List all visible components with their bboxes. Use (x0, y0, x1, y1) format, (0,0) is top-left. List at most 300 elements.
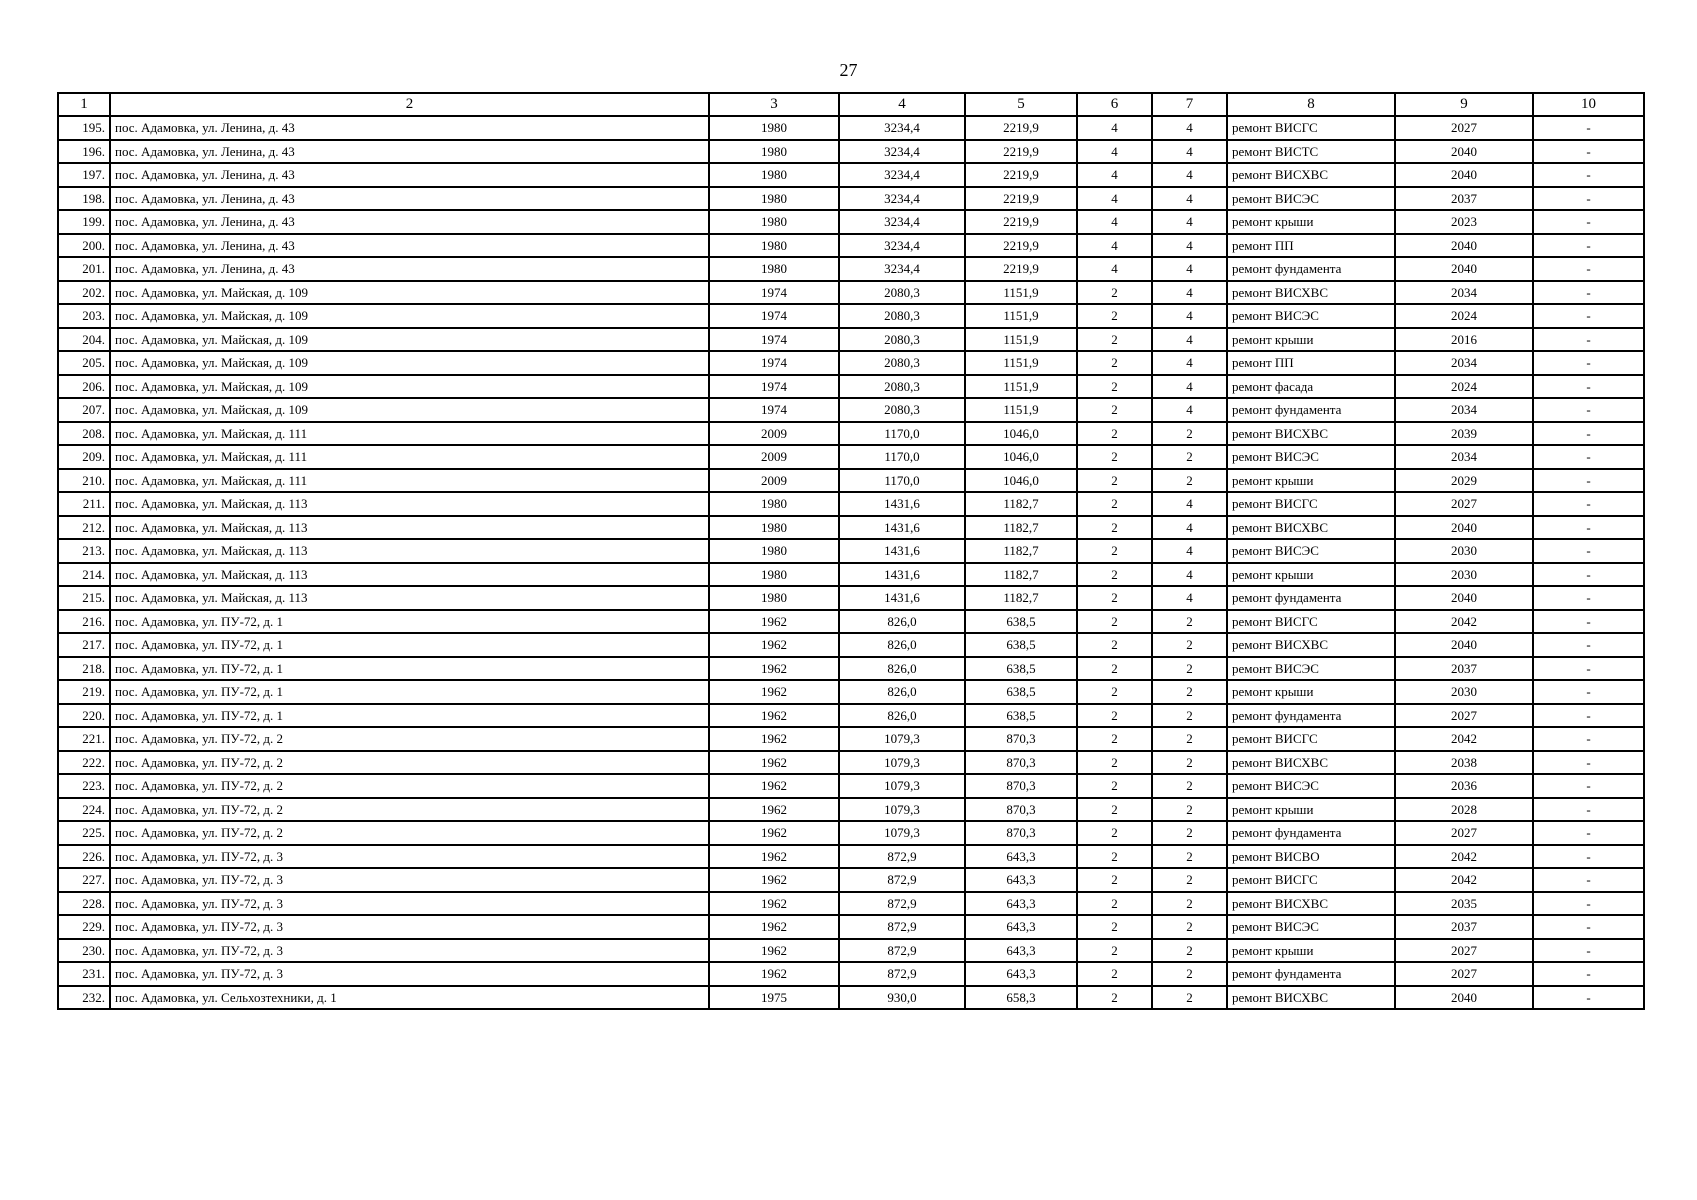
remark-cell: - (1533, 140, 1644, 164)
table-row (58, 116, 1644, 140)
year-built-cell: 1980 (709, 163, 839, 187)
total-area-cell: 2080,3 (839, 398, 965, 422)
entrances-cell: 2 (1152, 939, 1227, 963)
row-number-cell: 226. (58, 845, 110, 869)
address-cell: пос. Адамовка, ул. Ленина, д. 43 (110, 116, 709, 140)
total-area-cell: 3234,4 (839, 140, 965, 164)
floors-cell: 4 (1077, 210, 1152, 234)
year-built-cell: 1980 (709, 116, 839, 140)
total-area-cell: 1079,3 (839, 727, 965, 751)
total-area-cell: 872,9 (839, 962, 965, 986)
living-area-cell: 1182,7 (965, 586, 1077, 610)
planned-year-cell: 2034 (1395, 281, 1533, 305)
table-row (58, 234, 1644, 258)
floors-cell: 2 (1077, 516, 1152, 540)
repair-type-cell: ремонт фундамента (1227, 398, 1395, 422)
repair-type-cell: ремонт ПП (1227, 351, 1395, 375)
table-row (58, 375, 1644, 399)
planned-year-cell: 2027 (1395, 704, 1533, 728)
row-number-cell: 209. (58, 445, 110, 469)
address-cell: пос. Адамовка, ул. ПУ-72, д. 1 (110, 633, 709, 657)
entrances-cell: 4 (1152, 281, 1227, 305)
table-row (58, 445, 1644, 469)
repair-type-cell: ремонт фундамента (1227, 962, 1395, 986)
row-number-cell: 198. (58, 187, 110, 211)
table-row (58, 492, 1644, 516)
address-cell: пос. Адамовка, ул. ПУ-72, д. 2 (110, 751, 709, 775)
remark-cell: - (1533, 492, 1644, 516)
address-cell: пос. Адамовка, ул. Майская, д. 113 (110, 492, 709, 516)
remark-cell: - (1533, 210, 1644, 234)
floors-cell: 4 (1077, 140, 1152, 164)
floors-cell: 2 (1077, 680, 1152, 704)
row-number-cell: 211. (58, 492, 110, 516)
repair-type-cell: ремонт ВИСЭС (1227, 304, 1395, 328)
total-area-cell: 1079,3 (839, 751, 965, 775)
table-row (58, 304, 1644, 328)
remark-cell: - (1533, 727, 1644, 751)
address-cell: пос. Адамовка, ул. Ленина, д. 43 (110, 210, 709, 234)
year-built-cell: 1980 (709, 563, 839, 587)
planned-year-cell: 2028 (1395, 798, 1533, 822)
remark-cell: - (1533, 539, 1644, 563)
planned-year-cell: 2040 (1395, 163, 1533, 187)
entrances-cell: 4 (1152, 257, 1227, 281)
address-cell: пос. Адамовка, ул. Ленина, д. 43 (110, 187, 709, 211)
remark-cell: - (1533, 774, 1644, 798)
planned-year-cell: 2034 (1395, 445, 1533, 469)
year-built-cell: 1962 (709, 845, 839, 869)
repair-type-cell: ремонт фундамента (1227, 586, 1395, 610)
living-area-cell: 2219,9 (965, 257, 1077, 281)
entrances-cell: 4 (1152, 398, 1227, 422)
repair-type-cell: ремонт ВИСГС (1227, 868, 1395, 892)
row-number-cell: 216. (58, 610, 110, 634)
row-number-cell: 200. (58, 234, 110, 258)
total-area-cell: 872,9 (839, 868, 965, 892)
remark-cell: - (1533, 915, 1644, 939)
column-header: 2 (110, 93, 709, 116)
floors-cell: 2 (1077, 633, 1152, 657)
floors-cell: 2 (1077, 798, 1152, 822)
entrances-cell: 2 (1152, 422, 1227, 446)
entrances-cell: 4 (1152, 187, 1227, 211)
floors-cell: 4 (1077, 116, 1152, 140)
remark-cell: - (1533, 375, 1644, 399)
address-cell: пос. Адамовка, ул. ПУ-72, д. 1 (110, 704, 709, 728)
repair-type-cell: ремонт ВИСГС (1227, 610, 1395, 634)
table-row (58, 798, 1644, 822)
entrances-cell: 4 (1152, 516, 1227, 540)
floors-cell: 2 (1077, 422, 1152, 446)
floors-cell: 2 (1077, 445, 1152, 469)
entrances-cell: 4 (1152, 586, 1227, 610)
living-area-cell: 1151,9 (965, 304, 1077, 328)
table-row (58, 539, 1644, 563)
table-row (58, 821, 1644, 845)
column-header: 7 (1152, 93, 1227, 116)
address-cell: пос. Адамовка, ул. ПУ-72, д. 3 (110, 845, 709, 869)
floors-cell: 2 (1077, 751, 1152, 775)
address-cell: пос. Адамовка, ул. ПУ-72, д. 2 (110, 727, 709, 751)
repair-type-cell: ремонт ВИСХВС (1227, 751, 1395, 775)
total-area-cell: 1431,6 (839, 586, 965, 610)
table-row (58, 774, 1644, 798)
year-built-cell: 1980 (709, 210, 839, 234)
total-area-cell: 1431,6 (839, 516, 965, 540)
year-built-cell: 1962 (709, 868, 839, 892)
total-area-cell: 1079,3 (839, 798, 965, 822)
planned-year-cell: 2040 (1395, 234, 1533, 258)
repair-type-cell: ремонт ВИСЭС (1227, 187, 1395, 211)
address-cell: пос. Адамовка, ул. Сельхозтехники, д. 1 (110, 986, 709, 1010)
column-header: 3 (709, 93, 839, 116)
floors-cell: 2 (1077, 539, 1152, 563)
remark-cell: - (1533, 304, 1644, 328)
repair-type-cell: ремонт крыши (1227, 469, 1395, 493)
remark-cell: - (1533, 469, 1644, 493)
year-built-cell: 1962 (709, 798, 839, 822)
floors-cell: 2 (1077, 915, 1152, 939)
floors-cell: 2 (1077, 586, 1152, 610)
address-cell: пос. Адамовка, ул. Майская, д. 111 (110, 422, 709, 446)
entrances-cell: 2 (1152, 469, 1227, 493)
year-built-cell: 1962 (709, 939, 839, 963)
living-area-cell: 870,3 (965, 798, 1077, 822)
year-built-cell: 1980 (709, 187, 839, 211)
year-built-cell: 1980 (709, 257, 839, 281)
remark-cell: - (1533, 962, 1644, 986)
table-row (58, 915, 1644, 939)
entrances-cell: 2 (1152, 610, 1227, 634)
row-number-cell: 222. (58, 751, 110, 775)
remark-cell: - (1533, 187, 1644, 211)
row-number-cell: 202. (58, 281, 110, 305)
total-area-cell: 1170,0 (839, 445, 965, 469)
address-cell: пос. Адамовка, ул. Майская, д. 109 (110, 281, 709, 305)
total-area-cell: 3234,4 (839, 163, 965, 187)
address-cell: пос. Адамовка, ул. Ленина, д. 43 (110, 257, 709, 281)
repair-type-cell: ремонт ВИСХВС (1227, 892, 1395, 916)
row-number-cell: 229. (58, 915, 110, 939)
floors-cell: 4 (1077, 187, 1152, 211)
year-built-cell: 1962 (709, 727, 839, 751)
address-cell: пос. Адамовка, ул. Майская, д. 109 (110, 304, 709, 328)
entrances-cell: 2 (1152, 774, 1227, 798)
repair-type-cell: ремонт ВИСХВС (1227, 422, 1395, 446)
table-row (58, 986, 1644, 1010)
living-area-cell: 1046,0 (965, 422, 1077, 446)
floors-cell: 4 (1077, 257, 1152, 281)
row-number-cell: 225. (58, 821, 110, 845)
planned-year-cell: 2040 (1395, 633, 1533, 657)
repair-type-cell: ремонт крыши (1227, 798, 1395, 822)
repair-type-cell: ремонт ВИСГС (1227, 116, 1395, 140)
planned-year-cell: 2040 (1395, 586, 1533, 610)
entrances-cell: 4 (1152, 351, 1227, 375)
address-cell: пос. Адамовка, ул. ПУ-72, д. 3 (110, 939, 709, 963)
planned-year-cell: 2023 (1395, 210, 1533, 234)
column-number-header-row (58, 93, 1644, 116)
address-cell: пос. Адамовка, ул. Майская, д. 111 (110, 445, 709, 469)
entrances-cell: 2 (1152, 798, 1227, 822)
address-cell: пос. Адамовка, ул. ПУ-72, д. 1 (110, 680, 709, 704)
address-cell: пос. Адамовка, ул. ПУ-72, д. 2 (110, 798, 709, 822)
remark-cell: - (1533, 633, 1644, 657)
remark-cell: - (1533, 586, 1644, 610)
planned-year-cell: 2035 (1395, 892, 1533, 916)
living-area-cell: 638,5 (965, 680, 1077, 704)
entrances-cell: 4 (1152, 116, 1227, 140)
living-area-cell: 2219,9 (965, 187, 1077, 211)
planned-year-cell: 2024 (1395, 375, 1533, 399)
address-cell: пос. Адамовка, ул. Майская, д. 113 (110, 539, 709, 563)
living-area-cell: 1182,7 (965, 539, 1077, 563)
living-area-cell: 1046,0 (965, 469, 1077, 493)
year-built-cell: 1980 (709, 516, 839, 540)
planned-year-cell: 2040 (1395, 140, 1533, 164)
year-built-cell: 1975 (709, 986, 839, 1010)
year-built-cell: 1962 (709, 821, 839, 845)
planned-year-cell: 2027 (1395, 939, 1533, 963)
total-area-cell: 2080,3 (839, 304, 965, 328)
year-built-cell: 1962 (709, 610, 839, 634)
living-area-cell: 643,3 (965, 962, 1077, 986)
remark-cell: - (1533, 704, 1644, 728)
total-area-cell: 930,0 (839, 986, 965, 1010)
address-cell: пос. Адамовка, ул. ПУ-72, д. 2 (110, 774, 709, 798)
row-number-cell: 215. (58, 586, 110, 610)
planned-year-cell: 2027 (1395, 821, 1533, 845)
table-row (58, 140, 1644, 164)
floors-cell: 2 (1077, 939, 1152, 963)
table-row (58, 657, 1644, 681)
planned-year-cell: 2030 (1395, 680, 1533, 704)
table-row (58, 163, 1644, 187)
total-area-cell: 1431,6 (839, 539, 965, 563)
repair-type-cell: ремонт ВИСЭС (1227, 539, 1395, 563)
planned-year-cell: 2034 (1395, 351, 1533, 375)
year-built-cell: 1962 (709, 633, 839, 657)
floors-cell: 2 (1077, 328, 1152, 352)
total-area-cell: 1079,3 (839, 821, 965, 845)
floors-cell: 2 (1077, 610, 1152, 634)
repair-type-cell: ремонт ВИСГС (1227, 727, 1395, 751)
planned-year-cell: 2024 (1395, 304, 1533, 328)
living-area-cell: 2219,9 (965, 234, 1077, 258)
row-number-cell: 197. (58, 163, 110, 187)
living-area-cell: 870,3 (965, 727, 1077, 751)
entrances-cell: 4 (1152, 304, 1227, 328)
entrances-cell: 2 (1152, 751, 1227, 775)
repair-type-cell: ремонт ВИСХВС (1227, 163, 1395, 187)
remark-cell: - (1533, 892, 1644, 916)
living-area-cell: 643,3 (965, 868, 1077, 892)
living-area-cell: 1151,9 (965, 328, 1077, 352)
row-number-cell: 218. (58, 657, 110, 681)
planned-year-cell: 2036 (1395, 774, 1533, 798)
remark-cell: - (1533, 798, 1644, 822)
year-built-cell: 1962 (709, 680, 839, 704)
planned-year-cell: 2027 (1395, 492, 1533, 516)
address-cell: пос. Адамовка, ул. Ленина, д. 43 (110, 140, 709, 164)
remark-cell: - (1533, 751, 1644, 775)
repair-type-cell: ремонт ВИСГС (1227, 492, 1395, 516)
living-area-cell: 2219,9 (965, 163, 1077, 187)
entrances-cell: 4 (1152, 563, 1227, 587)
row-number-cell: 219. (58, 680, 110, 704)
total-area-cell: 1431,6 (839, 492, 965, 516)
year-built-cell: 1980 (709, 586, 839, 610)
row-number-cell: 203. (58, 304, 110, 328)
table-row (58, 680, 1644, 704)
year-built-cell: 1974 (709, 398, 839, 422)
row-number-cell: 217. (58, 633, 110, 657)
floors-cell: 2 (1077, 704, 1152, 728)
entrances-cell: 4 (1152, 539, 1227, 563)
table-row (58, 704, 1644, 728)
remark-cell: - (1533, 680, 1644, 704)
year-built-cell: 1962 (709, 892, 839, 916)
total-area-cell: 872,9 (839, 939, 965, 963)
planned-year-cell: 2030 (1395, 563, 1533, 587)
repair-type-cell: ремонт ВИСХВС (1227, 281, 1395, 305)
planned-year-cell: 2037 (1395, 915, 1533, 939)
planned-year-cell: 2040 (1395, 257, 1533, 281)
living-area-cell: 1046,0 (965, 445, 1077, 469)
entrances-cell: 2 (1152, 868, 1227, 892)
remark-cell: - (1533, 610, 1644, 634)
repair-type-cell: ремонт фундамента (1227, 821, 1395, 845)
table-row (58, 351, 1644, 375)
row-number-cell: 227. (58, 868, 110, 892)
remark-cell: - (1533, 939, 1644, 963)
year-built-cell: 1962 (709, 751, 839, 775)
entrances-cell: 2 (1152, 680, 1227, 704)
living-area-cell: 638,5 (965, 610, 1077, 634)
planned-year-cell: 2042 (1395, 727, 1533, 751)
entrances-cell: 2 (1152, 445, 1227, 469)
remark-cell: - (1533, 422, 1644, 446)
row-number-cell: 228. (58, 892, 110, 916)
entrances-cell: 4 (1152, 375, 1227, 399)
address-cell: пос. Адамовка, ул. ПУ-72, д. 3 (110, 868, 709, 892)
remark-cell: - (1533, 234, 1644, 258)
table-row (58, 422, 1644, 446)
total-area-cell: 2080,3 (839, 328, 965, 352)
address-cell: пос. Адамовка, ул. ПУ-72, д. 3 (110, 892, 709, 916)
repair-type-cell: ремонт ПП (1227, 234, 1395, 258)
living-area-cell: 643,3 (965, 845, 1077, 869)
row-number-cell: 212. (58, 516, 110, 540)
address-cell: пос. Адамовка, ул. Майская, д. 113 (110, 516, 709, 540)
entrances-cell: 4 (1152, 328, 1227, 352)
table-row (58, 939, 1644, 963)
table-row (58, 328, 1644, 352)
planned-year-cell: 2038 (1395, 751, 1533, 775)
entrances-cell: 2 (1152, 915, 1227, 939)
address-cell: пос. Адамовка, ул. Майская, д. 109 (110, 398, 709, 422)
planned-year-cell: 2042 (1395, 610, 1533, 634)
total-area-cell: 872,9 (839, 845, 965, 869)
row-number-cell: 232. (58, 986, 110, 1010)
row-number-cell: 210. (58, 469, 110, 493)
repair-type-cell: ремонт ВИСХВС (1227, 516, 1395, 540)
year-built-cell: 2009 (709, 469, 839, 493)
row-number-cell: 220. (58, 704, 110, 728)
floors-cell: 2 (1077, 727, 1152, 751)
address-cell: пос. Адамовка, ул. Майская, д. 109 (110, 375, 709, 399)
table-row (58, 563, 1644, 587)
remark-cell: - (1533, 845, 1644, 869)
repair-type-cell: ремонт фундамента (1227, 704, 1395, 728)
total-area-cell: 2080,3 (839, 281, 965, 305)
living-area-cell: 1151,9 (965, 281, 1077, 305)
planned-year-cell: 2037 (1395, 657, 1533, 681)
row-number-cell: 195. (58, 116, 110, 140)
address-cell: пос. Адамовка, ул. Майская, д. 111 (110, 469, 709, 493)
repair-type-cell: ремонт ВИСЭС (1227, 774, 1395, 798)
living-area-cell: 2219,9 (965, 116, 1077, 140)
planned-year-cell: 2027 (1395, 962, 1533, 986)
row-number-cell: 199. (58, 210, 110, 234)
total-area-cell: 872,9 (839, 915, 965, 939)
address-cell: пос. Адамовка, ул. Ленина, д. 43 (110, 163, 709, 187)
table-row (58, 610, 1644, 634)
total-area-cell: 826,0 (839, 633, 965, 657)
column-header: 4 (839, 93, 965, 116)
remark-cell: - (1533, 328, 1644, 352)
repair-type-cell: ремонт фундамента (1227, 257, 1395, 281)
planned-year-cell: 2040 (1395, 986, 1533, 1010)
entrances-cell: 2 (1152, 845, 1227, 869)
year-built-cell: 1962 (709, 915, 839, 939)
planned-year-cell: 2042 (1395, 868, 1533, 892)
living-area-cell: 643,3 (965, 939, 1077, 963)
entrances-cell: 2 (1152, 657, 1227, 681)
row-number-cell: 213. (58, 539, 110, 563)
planned-year-cell: 2039 (1395, 422, 1533, 446)
total-area-cell: 3234,4 (839, 210, 965, 234)
total-area-cell: 1170,0 (839, 422, 965, 446)
floors-cell: 2 (1077, 986, 1152, 1010)
entrances-cell: 2 (1152, 704, 1227, 728)
year-built-cell: 1974 (709, 375, 839, 399)
living-area-cell: 643,3 (965, 892, 1077, 916)
year-built-cell: 1974 (709, 328, 839, 352)
repair-type-cell: ремонт крыши (1227, 210, 1395, 234)
entrances-cell: 2 (1152, 633, 1227, 657)
repair-schedule-table (57, 92, 1645, 1010)
address-cell: пос. Адамовка, ул. ПУ-72, д. 1 (110, 610, 709, 634)
remark-cell: - (1533, 821, 1644, 845)
repair-type-cell: ремонт ВИСЭС (1227, 657, 1395, 681)
table-row (58, 751, 1644, 775)
planned-year-cell: 2042 (1395, 845, 1533, 869)
floors-cell: 2 (1077, 657, 1152, 681)
page-number: 27 (839, 60, 858, 80)
remark-cell: - (1533, 257, 1644, 281)
remark-cell: - (1533, 657, 1644, 681)
entrances-cell: 2 (1152, 892, 1227, 916)
year-built-cell: 1974 (709, 281, 839, 305)
row-number-cell: 223. (58, 774, 110, 798)
table-row (58, 469, 1644, 493)
entrances-cell: 2 (1152, 986, 1227, 1010)
address-cell: пос. Адамовка, ул. Ленина, д. 43 (110, 234, 709, 258)
table-row (58, 962, 1644, 986)
row-number-cell: 214. (58, 563, 110, 587)
